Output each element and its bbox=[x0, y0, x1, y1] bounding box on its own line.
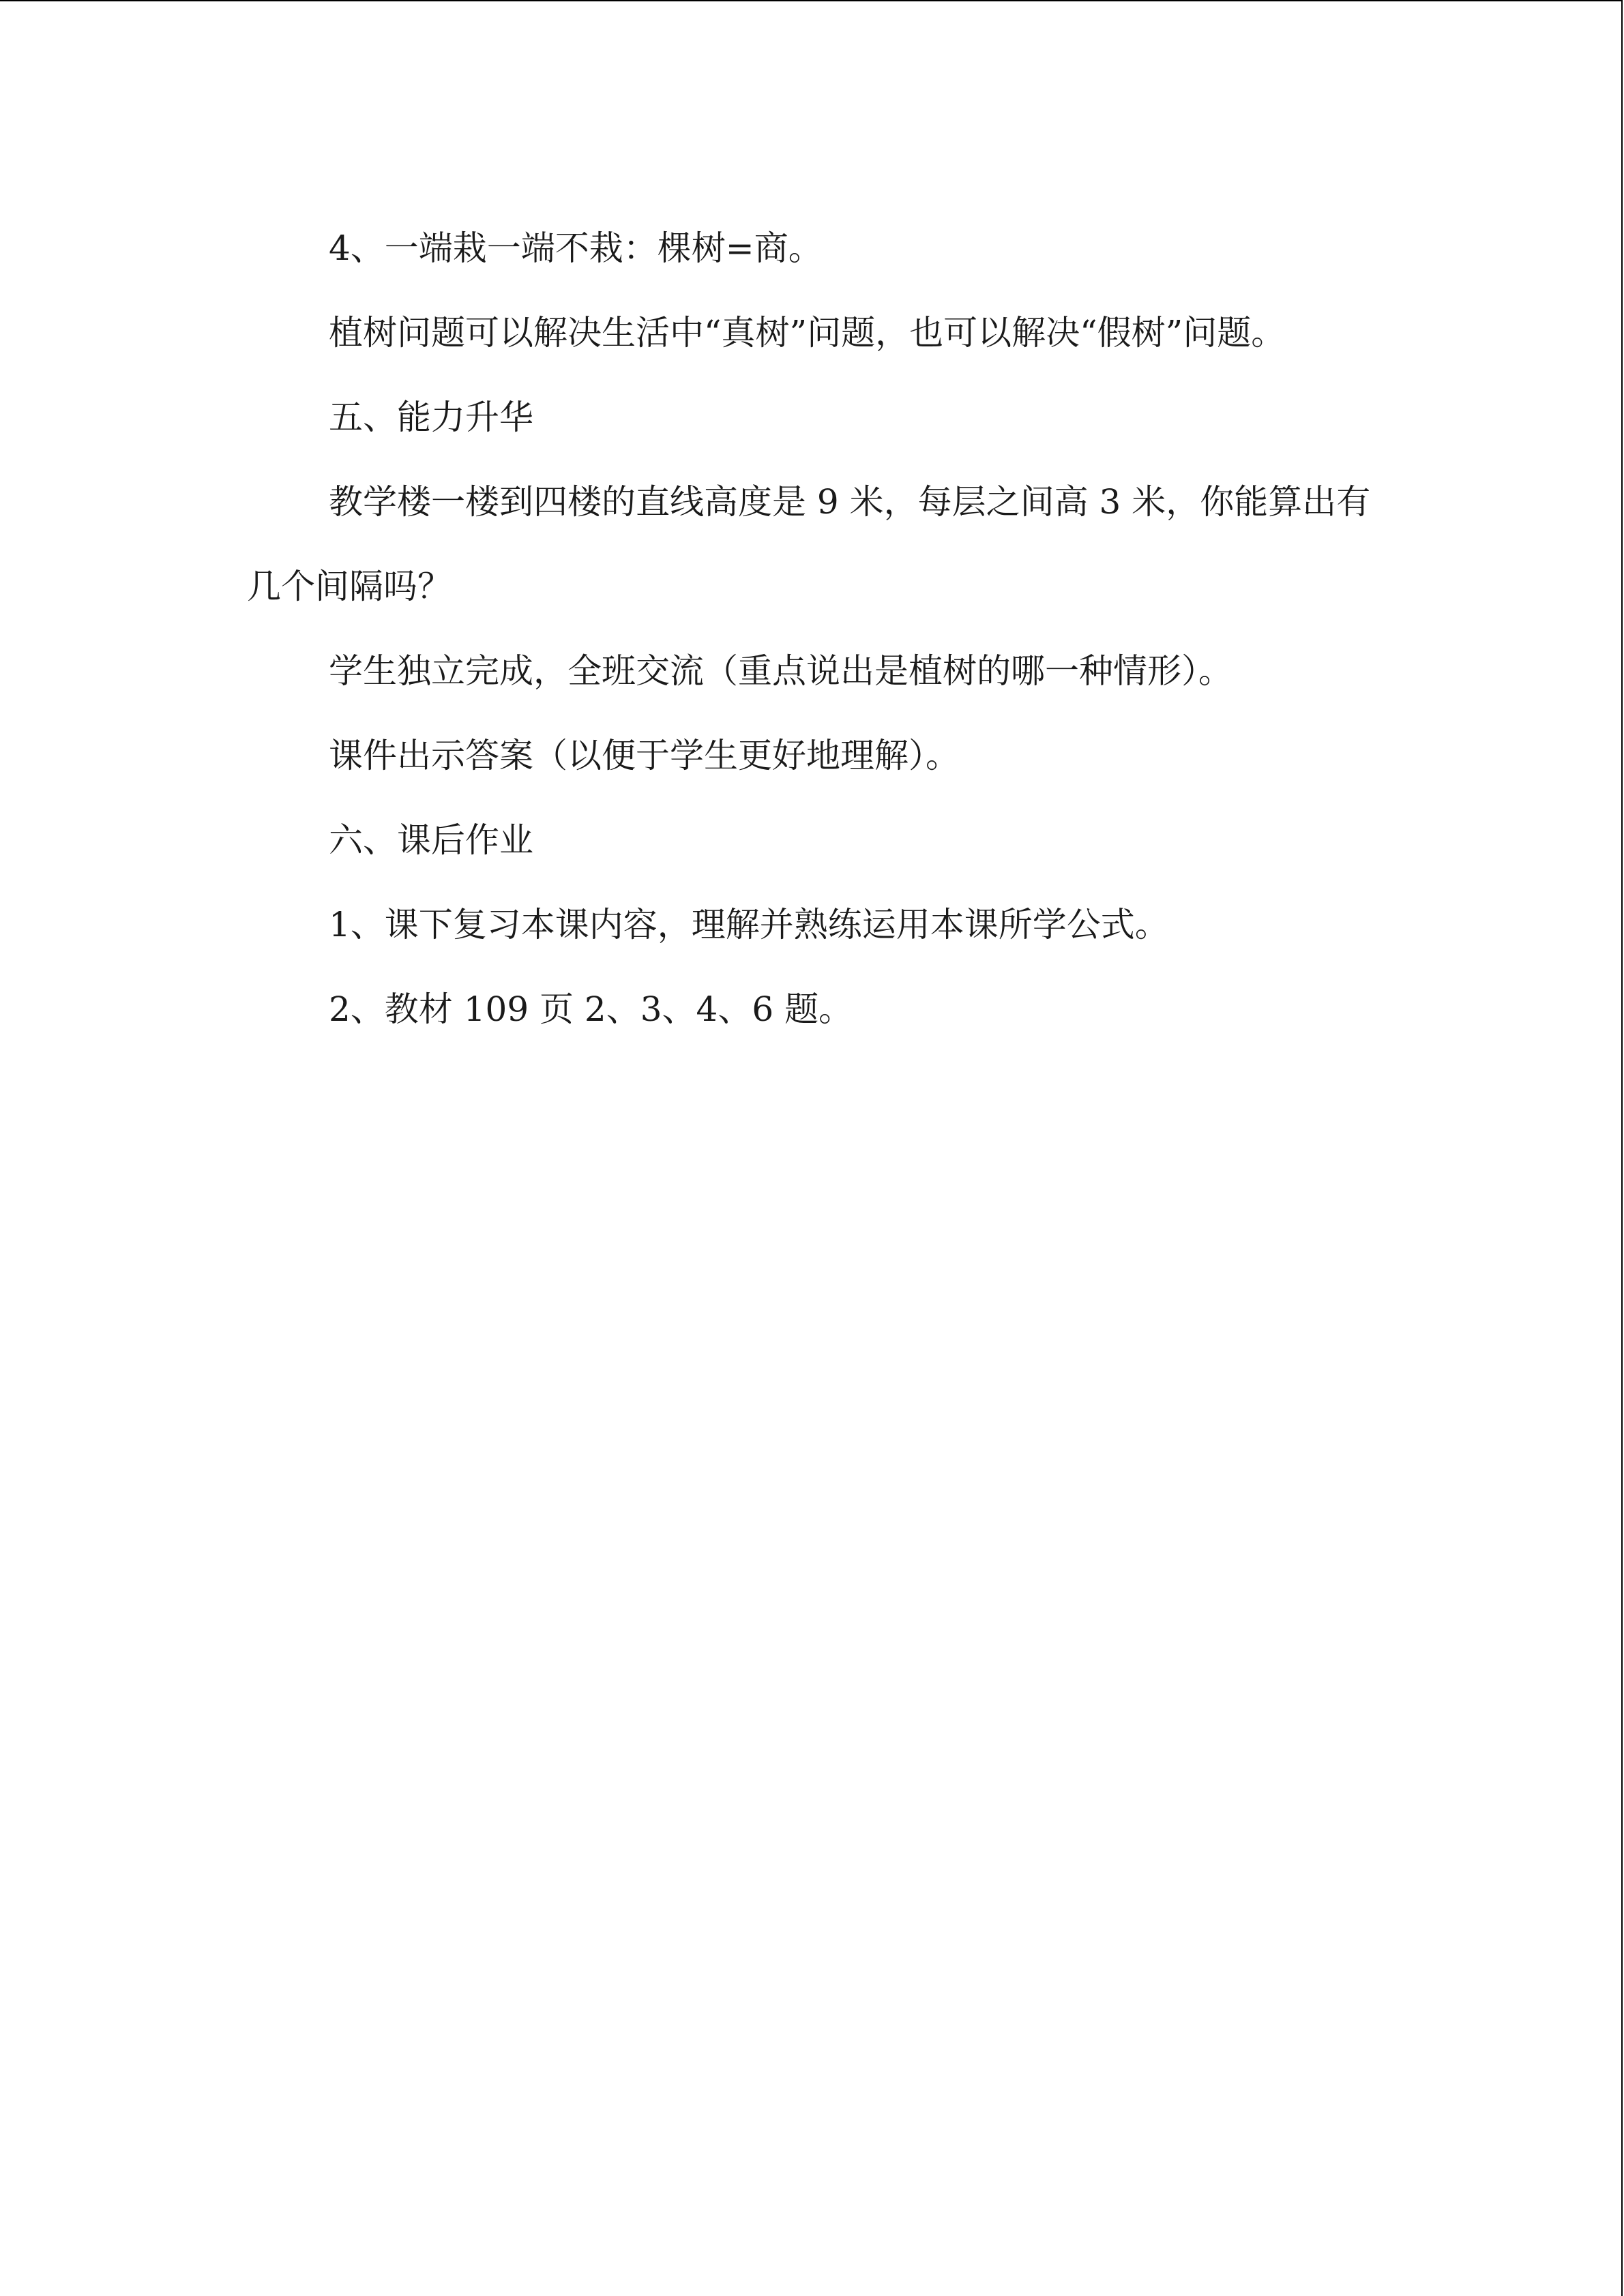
paragraph-tree-problem-note: 植树问题可以解决生活中“真树”问题，也可以解决“假树”问题。 bbox=[329, 313, 1286, 353]
document-body bbox=[247, 206, 1372, 1052]
paragraph-homework-1: 1、课下复习本课内容，理解并熟练运用本课所学公式。 bbox=[329, 905, 1169, 944]
paragraph-rule-4: 4、一端栽一端不栽：棵树=商。 bbox=[329, 228, 823, 268]
paragraph-homework-2: 2、教材 109 页 2、3、4、6 题。 bbox=[329, 989, 853, 1029]
paragraph-student-exchange: 学生独立完成，全班交流（重点说出是植树的哪一种情形）。 bbox=[329, 651, 1232, 691]
section-heading-ability: 五、能力升华 bbox=[329, 398, 533, 437]
paragraph-courseware-answer: 课件出示答案（以便于学生更好地理解）。 bbox=[329, 736, 960, 775]
section-heading-homework: 六、课后作业 bbox=[329, 820, 533, 860]
paragraph-building-question: 教学楼一楼到四楼的直线高度是 9 米，每层之间高 3 米，你能算出有几个间隔吗？ bbox=[247, 482, 1371, 606]
